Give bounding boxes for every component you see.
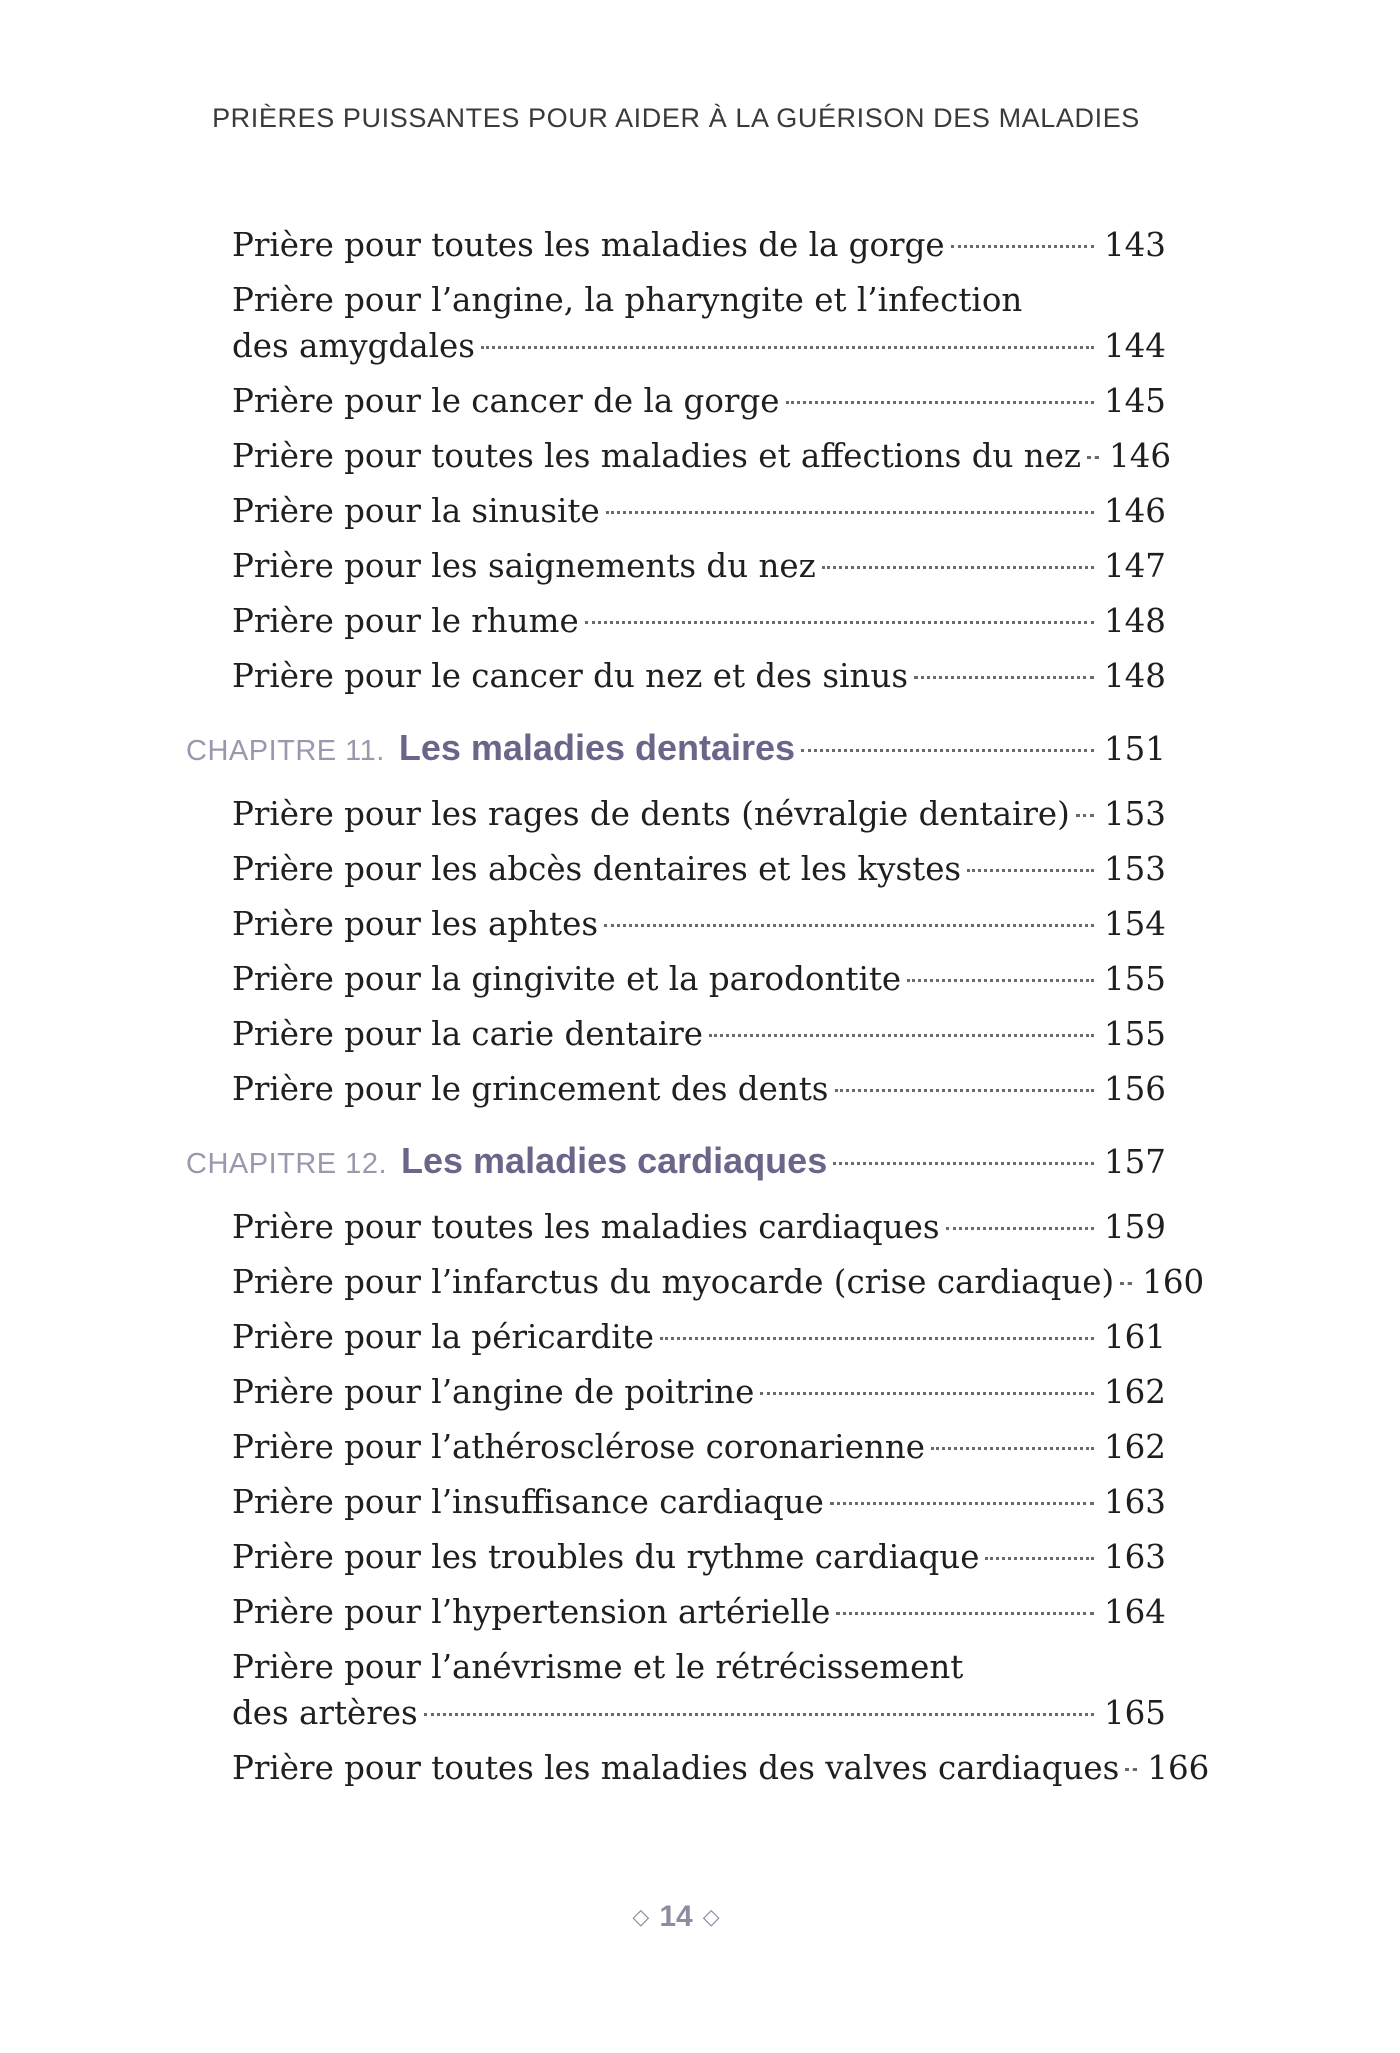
toc-entry-page-number: 162 (1103, 1373, 1166, 1411)
toc-entry[interactable] (232, 1066, 1166, 1112)
toc-entry-page-number: 147 (1103, 547, 1166, 585)
table-of-contents (0, 222, 1400, 1800)
toc-entry[interactable] (232, 846, 1166, 892)
toc-entry-page-number: 155 (1103, 1015, 1166, 1053)
toc-entry-title: Prière pour la carie dentaire (232, 1015, 704, 1053)
toc-entry-page-number: 156 (1103, 1070, 1166, 1108)
toc-entry-line (232, 323, 1166, 369)
toc-entry-page-number: 163 (1103, 1538, 1166, 1576)
toc-entry-title: Prière pour l’hypertension artérielle (232, 1593, 831, 1631)
toc-entry-page-number: 148 (1103, 602, 1166, 640)
toc-entry[interactable] (232, 653, 1166, 699)
toc-entry[interactable] (232, 1534, 1166, 1580)
toc-entry[interactable] (232, 1314, 1166, 1360)
toc-entry-line (232, 488, 1166, 534)
toc-entry-line (232, 1424, 1166, 1470)
toc-entry-line (232, 277, 1166, 323)
toc-entry-line (232, 1259, 1205, 1305)
toc-entry-page-number: 165 (1103, 1694, 1166, 1732)
toc-entry-line (232, 433, 1172, 479)
dot-leader (967, 869, 1094, 872)
toc-entry[interactable] (232, 277, 1166, 369)
toc-entry[interactable] (232, 1589, 1166, 1635)
toc-entry-title: Prière pour l’insuffisance cardiaque (232, 1483, 824, 1521)
dot-leader (606, 511, 1094, 514)
chapter-page-number: 157 (1103, 1143, 1166, 1181)
toc-entry[interactable] (232, 433, 1172, 479)
toc-entry[interactable] (232, 956, 1166, 1002)
toc-entry-line (232, 543, 1166, 589)
dot-leader (914, 676, 1094, 679)
running-head: PRIÈRES PUISSANTES POUR AIDER À LA GUÉRISON DES MALADIES (212, 103, 1140, 133)
dot-leader (833, 1162, 1094, 1165)
toc-entry-page-number: 143 (1103, 226, 1166, 264)
toc-entry-title: Prière pour toutes les maladies et affections du nez (232, 437, 1082, 475)
toc-entry-page-number: 155 (1103, 960, 1166, 998)
toc-entry-title: Prière pour l’angine, la pharyngite et l’infection (232, 281, 1023, 319)
toc-entry[interactable] (232, 222, 1166, 268)
toc-entry-line (232, 956, 1166, 1002)
toc-entry-title: Prière pour le grincement des dents (232, 1070, 829, 1108)
toc-entry-page-number: 144 (1103, 327, 1166, 365)
toc-entry-title: Prière pour l’athérosclérose coronarienne (232, 1428, 926, 1466)
dot-leader (1087, 456, 1099, 459)
toc-entry-title: Prière pour le rhume (232, 602, 579, 640)
toc-entry-title: Prière pour l’anévrisme et le rétrécissement (232, 1648, 964, 1686)
dot-leader (660, 1337, 1094, 1340)
toc-entry-page-number: 148 (1103, 657, 1166, 695)
chapter-page-number: 151 (1103, 730, 1166, 768)
dot-leader (830, 1502, 1094, 1505)
toc-entry[interactable] (232, 791, 1166, 837)
chapter-label: CHAPITRE 12. (186, 1148, 387, 1180)
toc-entry-page-number: 145 (1103, 382, 1166, 420)
toc-entry-page-number: 160 (1142, 1263, 1205, 1301)
toc-entry[interactable] (232, 378, 1166, 424)
toc-entry-line (232, 1066, 1166, 1112)
toc-entry-line (232, 1369, 1166, 1415)
dot-leader (760, 1392, 1094, 1395)
toc-entry-line (232, 846, 1166, 892)
toc-entry[interactable] (232, 1644, 1166, 1736)
dot-leader (835, 1089, 1094, 1092)
toc-entry-line (232, 901, 1166, 947)
toc-entry-title: Prière pour l’angine de poitrine (232, 1373, 755, 1411)
toc-entry-page-number: 159 (1103, 1208, 1166, 1246)
toc-entry-page-number: 164 (1103, 1593, 1166, 1631)
toc-entry-title: Prière pour toutes les maladies de la gorge (232, 226, 945, 264)
toc-entry-page-number: 153 (1103, 850, 1166, 888)
toc-entry-page-number: 146 (1103, 492, 1166, 530)
diamond-ornament-icon: ◇ (632, 1904, 650, 1929)
toc-entry-line (232, 791, 1166, 837)
chapter-heading[interactable] (186, 727, 1166, 769)
chapter-title: Les maladies dentaires (398, 727, 796, 768)
dot-leader (1076, 814, 1094, 817)
toc-entry-title: Prière pour la gingivite et la parodontite (232, 960, 902, 998)
toc-entry-title: Prière pour les abcès dentaires et les kystes (232, 850, 962, 888)
dot-leader (1125, 1768, 1137, 1771)
toc-entry-line (232, 1534, 1166, 1580)
toc-entry-page-number: 163 (1103, 1483, 1166, 1521)
dot-leader (801, 749, 1094, 752)
toc-entry[interactable] (232, 901, 1166, 947)
toc-entry[interactable] (232, 1745, 1210, 1791)
toc-entry[interactable] (232, 1479, 1166, 1525)
toc-entry-title: Prière pour toutes les maladies des valves cardiaques (232, 1749, 1120, 1787)
dot-leader (1120, 1282, 1132, 1285)
dot-leader (709, 1034, 1094, 1037)
toc-entry-page-number: 153 (1103, 795, 1166, 833)
dot-leader (836, 1612, 1094, 1615)
toc-entry-title: Prière pour l’infarctus du myocarde (crise cardiaque) (232, 1263, 1115, 1301)
toc-entry-title: Prière pour les aphtes (232, 905, 599, 943)
toc-entry-line (232, 1745, 1210, 1791)
toc-entry-line (232, 1589, 1166, 1635)
toc-entry[interactable] (232, 1424, 1166, 1470)
toc-entry-line (232, 222, 1166, 268)
toc-entry[interactable] (232, 1369, 1166, 1415)
page-number: 14 (659, 1900, 693, 1933)
toc-entry-page-number: 162 (1103, 1428, 1166, 1466)
chapter-label: CHAPITRE 11. (186, 735, 385, 767)
toc-entry-title: Prière pour la péricardite (232, 1318, 654, 1356)
toc-entry-line (232, 1314, 1166, 1360)
dot-leader (822, 566, 1094, 569)
toc-entry[interactable] (232, 488, 1166, 534)
chapter-title: Les maladies cardiaques (401, 1140, 828, 1181)
toc-entry-page-number: 146 (1109, 437, 1172, 475)
toc-entry[interactable] (232, 543, 1166, 589)
toc-entry-title: Prière pour les saignements du nez (232, 547, 816, 585)
dot-leader (585, 621, 1094, 624)
diamond-ornament-icon: ◇ (702, 1904, 720, 1929)
dot-leader (786, 401, 1094, 404)
dot-leader (907, 979, 1094, 982)
dot-leader (951, 245, 1094, 248)
toc-entry[interactable] (232, 1259, 1205, 1305)
toc-entry-page-number: 154 (1103, 905, 1166, 943)
toc-entry-title: des artères (232, 1694, 418, 1732)
dot-leader (931, 1447, 1094, 1450)
toc-entry-line (232, 598, 1166, 644)
chapter-heading[interactable] (186, 1140, 1166, 1182)
dot-leader (424, 1713, 1094, 1716)
toc-entry-title: Prière pour toutes les maladies cardiaques (232, 1208, 940, 1246)
toc-entry-line (232, 1479, 1166, 1525)
toc-entry-title: Prière pour les rages de dents (névralgie dentaire) (232, 795, 1070, 833)
toc-entry-line (232, 653, 1166, 699)
toc-entry-line (232, 1204, 1166, 1250)
toc-entry-title: Prière pour les troubles du rythme cardiaque (232, 1538, 980, 1576)
dot-leader (985, 1557, 1093, 1560)
dot-leader (604, 924, 1094, 927)
toc-entry-line (232, 1011, 1166, 1057)
toc-entry-title: Prière pour la sinusite (232, 492, 600, 530)
toc-entry-line (232, 378, 1166, 424)
toc-entry-line (232, 1690, 1166, 1736)
toc-entry-line (232, 1644, 1166, 1690)
page-folio (0, 1900, 1352, 1934)
toc-entry-page-number: 161 (1103, 1318, 1166, 1356)
toc-entry-title: des amygdales (232, 327, 475, 365)
toc-entry[interactable] (232, 1011, 1166, 1057)
toc-entry-page-number: 166 (1147, 1749, 1210, 1787)
toc-entry-title: Prière pour le cancer de la gorge (232, 382, 780, 420)
toc-entry-title: Prière pour le cancer du nez et des sinus (232, 657, 909, 695)
dot-leader (946, 1227, 1094, 1230)
toc-entry[interactable] (232, 598, 1166, 644)
dot-leader (481, 346, 1094, 349)
toc-entry[interactable] (232, 1204, 1166, 1250)
